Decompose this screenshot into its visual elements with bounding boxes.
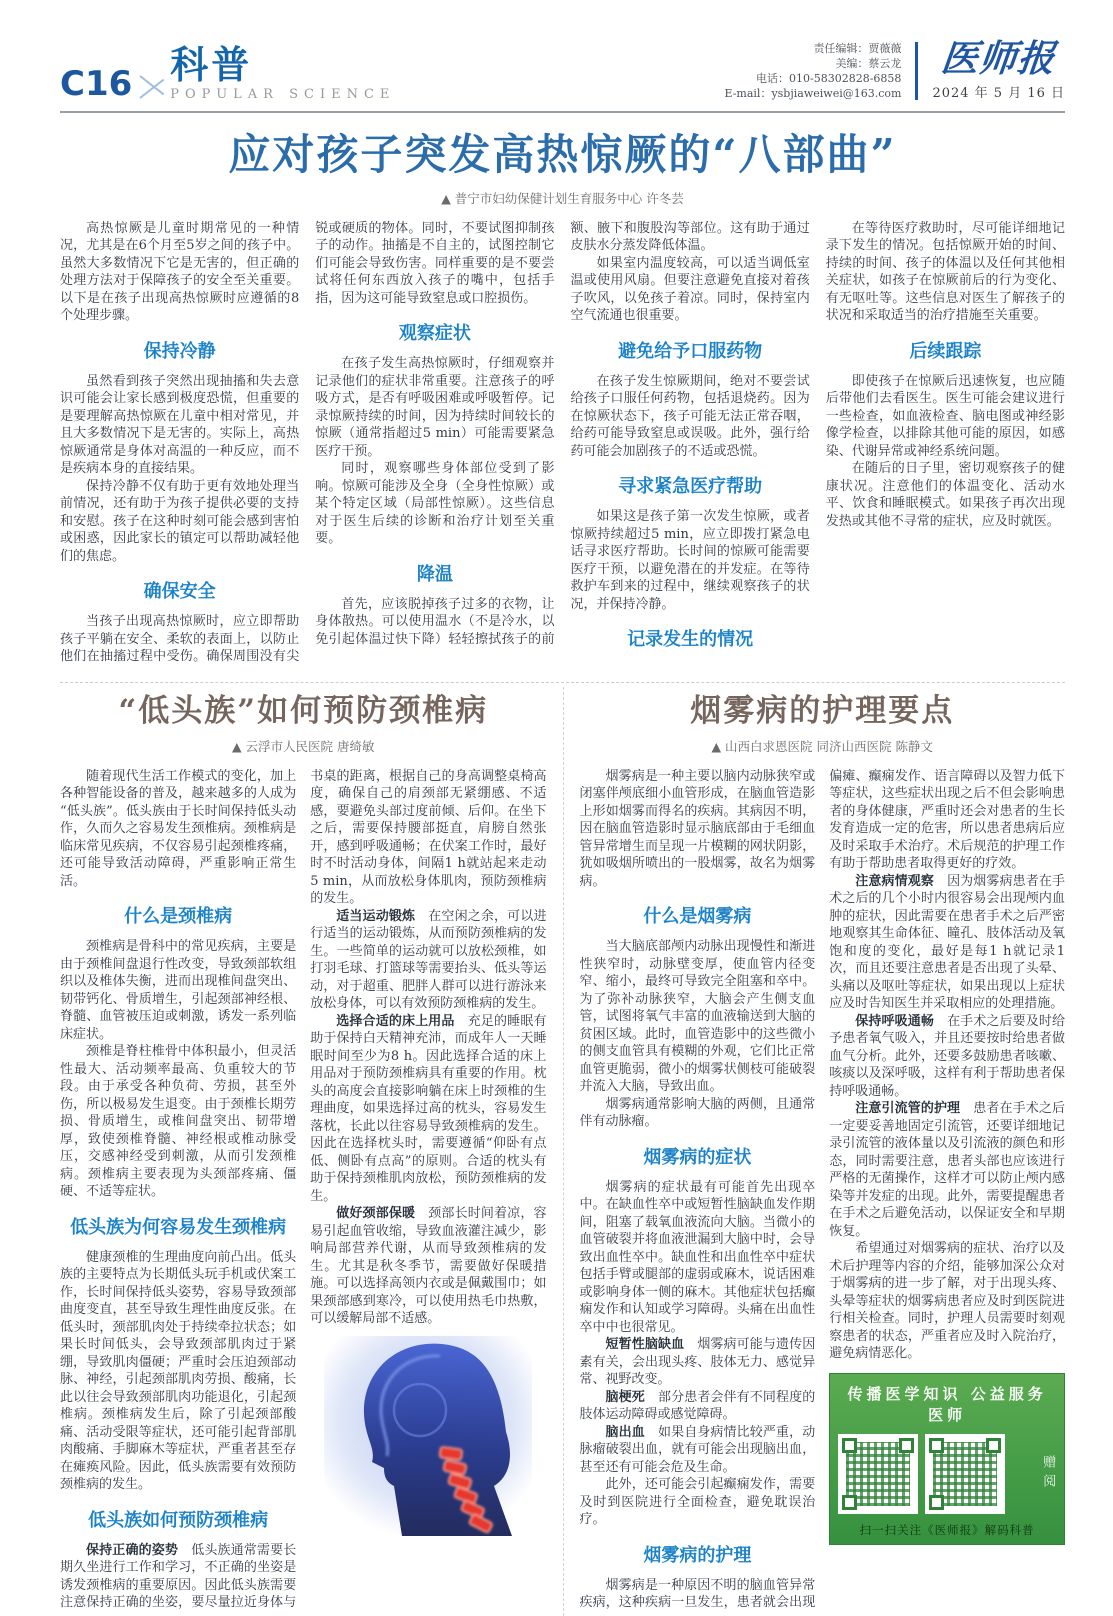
paragraph: 脑梗死 部分患者会伴有不同程度的肢体运动障碍或感觉障碍。 [579,1389,816,1423]
qr-finder [929,1495,944,1510]
paragraph: 脑出血 如果自身病情比较严重，动脉瘤破裂出血，就有可能会出现脑出血，甚至还有可能会危及生命。 [579,1424,816,1475]
article-title: 烟雾病的护理要点 [690,692,955,729]
section-heading: 什么是烟雾病 [643,906,752,928]
section-heading: 寻求紧急医疗帮助 [618,476,763,497]
paragraph-lead: 保持呼吸通畅 [855,1013,934,1029]
section-heading: 烟雾病的护理 [643,1544,752,1566]
paragraph: 烟雾病是一种原因不明的脑血管异常疾病，这种疾病一旦发生，患者就会出现偏瘫、癫痫发作、语言障碍以及智力低下等症状，这些症状出现之后不但会影响患者的身体健康，严重时还会对患者的生长发育造成一定的危害，所以患者患病后应及时采取手术治疗。术后规范的护理工作有助于帮助患者取得更好的疗效。 [579,768,1065,1611]
cervical-spine-image [324,1336,532,1540]
section-heading: 低头族为何容易发生颈椎病 [70,1216,287,1238]
brand-block [932,36,1065,101]
editor-line: 责任编辑：贾薇薇 [813,41,902,55]
section-heading: 低头族如何预防颈椎病 [88,1509,269,1531]
cervical-spine-xray [324,1336,532,1536]
paragraph: 保持冷静不仅有助于更有效地处理当前情况，还有助于为孩子提供必要的支持和安慰。孩子在这种时刻可能会感到害怕或困惑，因此家长的镇定可以帮助减轻他们的焦虑。 [60,478,300,564]
section-name [170,43,396,102]
paragraph: 健康颈椎的生理曲度向前凸出。低头族的主要特点为长期低头玩手机或伏案工作，长时间保持低头姿势，容易导致颈部曲度变直，甚至导致生理性曲度反张。在低头时，颈部肌肉处于持续牵拉状态；如果长时间低头，会导致颈部肌肉过于紧绷，导致肌肉僵硬；严重时会压迫颈部动脉、神经，引起颈部肌肉劳损、酸痛，长此以往会导致颈部肌肉功能退化，引起颈椎病。颈椎病发生后，除了引起颈部酸痛、活动受限等症状，还可能引起背部肌肉酸痛、手脚麻木等症状，严重者甚至存在瘫痪风险。因此，低头族需要有效预防颈椎病的发生。 [60,1249,297,1493]
qr-code [925,1434,1005,1514]
paragraph: 同时，观察哪些身体部位受到了影响。惊厥可能涉及全身（全身性惊厥）或某个特定区域（局部性惊厥）。这些信息对于医生后续的诊断和治疗计划至关重要。 [315,461,555,546]
page-code: C16 [60,64,133,104]
qr-code [838,1434,918,1514]
article-cervical-spondylosis [60,687,563,1616]
paragraph-lead: 选择合适的床上用品 [336,1013,455,1029]
section-plate [60,43,396,104]
qr-finder [899,1438,914,1453]
section-heading: 后续跟踪 [909,340,982,362]
paragraph: 烟雾病的症状最有可能首先出现卒中。在缺血性卒中或短暂性脑缺血发作期间，阻塞了载氧血液流向大脑。当微小的血管破裂并将血液泄漏到大脑中时，会导致出血性卒中。缺血性和出血性卒中症状包括手臂或腿部的虚弱或麻木，说话困难或影响身体一侧的麻木。其他症状包括癫痫发作和认知或学习障碍。头痛在出血性卒中中也很常见。 [579,1179,816,1335]
paragraph: 如果室内温度较高，可以适当调低室温或使用风扇。但要注意避免直接对着孩子吹风，以免孩子着凉。同时，保持室内空气流通也很重要。 [570,255,810,323]
byline: ▲ 山西白求恩医院 同济山西医院 陈静文 [711,738,934,754]
article-body [580,768,1066,1616]
section-heading: 保持冷静 [143,340,216,362]
paragraph: 注意引流管的护理 患者在手术之后一定要妥善地固定引流管，还要详细地记录引流管的液体量以及引流液的颜色和形态，同时需要注意，患者头部也应该进行严格的无菌操作，这样才可以防止颅内感染等并发症的出现。此外，需要提醒患者在手术之后避免活动，以保证安全和早期恢复。 [829,1101,1065,1239]
contact-block [724,41,901,101]
paragraph: 在孩子发生高热惊厥时，仔细观察并记录他们的症状非常重要。注意孩子的呼吸方式，是否有呼吸困难或呼吸暂停。记录惊厥持续的时间，因为持续时间较长的惊厥（通常指超过5 min）可能需要紧急医疗干预。 [315,356,555,459]
section-name-en: POPULAR SCIENCE [170,87,396,102]
paragraph-lead: 适当运动锻炼 [336,908,416,924]
paragraph: 虽然看到孩子突然出现抽搐和失去意识可能会让家长感到极度恐慌，但重要的是要理解高热惊厥在儿童中相对常见，并且大多数情况下是无害的。实际上，高热惊厥通常是身体对高温的一种反应，而不是疾病本身的直接结果。 [60,373,300,476]
paragraph: 注意病情观察 因为烟雾病患者在手术之后的几个小时内很容易会出现颅内血肿的症状，因此需要在患者手术之后严密地观察其生命体征、瞳孔、肢体活动及氧饱和度的变化，最好是每1 h就记录1次，而且还要注意患者是否出现了头晕、头痛以及呕吐等症状，如果出现以上症状应及时告知医生并采取相应的处理措施。 [829,873,1065,1012]
article-moyamoya [563,687,1066,1616]
section-heading: 记录发生的情况 [627,629,754,650]
header-rule [60,111,1065,113]
section-heading: 避免给予口服药物 [618,340,763,362]
paragraph: 保持呼吸通畅 在手术之后要及时给予患者氧气吸入，并且还要按时给患者做血气分析。此外，还要多鼓励患者咳嗽、咳痰以及深呼吸，这样有利于帮助患者保持呼吸通畅。 [829,1013,1065,1099]
phone-line: 电话：010-58302828-6858 [756,71,902,85]
byline: ▲ 普宁市妇幼保健计划生育服务中心 许冬芸 [441,190,684,206]
paragraph: 高热惊厥是儿童时期常见的一种情况，尤其是在6个月至5岁之间的孩子中。虽然大多数情况下它是无害的，但正确的处理方法对于保障孩子的安全至关重要。以下是在孩子出现高热惊厥时应遵循的8个处理步骤。 [60,220,300,323]
paragraph: 当孩子出现高热惊厥时，应立即帮助孩子平躺在安全、柔软的表面上，以防止他们在抽搐过程中受伤。确保周围没有尖锐或硬质的物体。同时，不要试图抑制孩子的动作。抽搐是不自主的，试图控制它们可能会导致伤害。同样重要的是不要尝试将任何东西放入孩子的嘴中，包括手指，因为这可能导致窒息或口腔损伤。 [60,220,555,664]
paragraph: 短暂性脑缺血 烟雾病可能与遗传因素有关，会出现头疼、肢体无力、感觉异常、视野改变。 [579,1337,816,1388]
section-heading: 降温 [416,563,453,585]
section-heading: 烟雾病的症状 [643,1146,752,1168]
paragraph-lead: 保持正确的姿势 [86,1542,179,1558]
section-heading: 观察症状 [398,323,471,344]
paragraph-lead: 注意引流管的护理 [855,1101,961,1117]
header-divider [915,42,918,100]
paragraph-lead: 脑出血 [605,1424,645,1440]
paragraph: 即使孩子在惊厥后迅速恢复，也应随后带他们去看医生。医生可能会建议进行一些检查，如血液检查、脑电图或神经影像学检查，以排除其他可能的原因，如感染、代谢异常或神经系统问题。 [825,373,1065,459]
email-line: E-mail：ysbjiaweiwei@163.com [724,86,902,100]
section-separator [60,682,1065,683]
paragraph: 烟雾病是一种主要以脑内动脉狭窄或闭塞伴颅底细小血管形成，在脑血管造影上形如烟雾而得名的疾病。其病因不明，因在脑血管造影时显示脑底部由于毛细血管异常增生而呈现一片模糊的网状阴影，犹如吸烟所喷出的一股烟雾，故名为烟雾病。 [579,768,816,889]
paragraph: 如果这是孩子第一次发生惊厥，或者惊厥持续超过5 min，应立即拨打紧急电话寻求医疗帮助。长时间的惊厥可能需要医疗干预，以避免潜在的并发症。在等待救护车到来的过程中，继续观察孩子的状况，并保持冷静。 [570,509,810,612]
paragraph: 做好颈部保暖 颈部长时间着凉，容易引起血管收缩，导致血液灌注减少，影响局部营养代谢，从而导致颈椎病的发生。尤其是秋冬季节，需要做好保暖措施。可以选择高领内衣或是佩戴围巾；如果颈部感到寒冷，可以使用热毛巾热敷，可以缓解局部不适感。 [310,1206,547,1327]
paragraph: 在孩子发生惊厥期间，绝对不要尝试给孩子口服任何药物，包括退烧药。因为在惊厥状态下，孩子可能无法正常吞咽，给药可能导致窒息或误吸。此外，强行给药可能会加剧孩子的不适或恐慌。 [570,373,810,459]
designer-line: 美编：蔡云龙 [835,56,902,70]
promo-footer: 扫一扫关注《医师报》解码科普 [859,1522,1035,1537]
section-heading: 确保安全 [143,581,216,602]
paragraph: 选择合适的床上用品 充足的睡眠有助于保持白天精神充沛，而成年人一天睡眠时间至少为8 h。因此选择合适的床上用品对于预防颈椎病具有重要的作用。枕头的高度会直接影响躺在床上时颈椎的生理曲度，如果选择过高的枕头，容易发生落枕，长此以往容易导致颈椎病的发生。因此在选择枕头时，需要遵循“仰卧有点低、侧卧有点高”的原则。合适的枕头有助于保持颈椎肌肉放松，预防颈椎病的发生。 [310,1013,547,1204]
section-name-cn: 科普 [170,43,253,87]
paragraph: 希望通过对烟雾病的症状、治疗以及术后护理等内容的介绍，能够加深公众对于烟雾病的进一步了解，对于出现头疼、头晕等症状的烟雾病患者应及时到医院进行相关检查。同时，护理人员需要时刻观察患者的状态，严重者应及时入院治疗，避免病情恶化。 [829,1241,1065,1362]
paragraph-lead: 注意病情观察 [855,873,934,889]
bottom-band [60,687,1065,1616]
article-title: “低头族”如何预防颈椎病 [118,692,489,729]
qr-finder [929,1438,944,1453]
promo-box [829,1373,1065,1545]
article-body [60,768,547,1616]
chevron-icon [138,67,164,101]
paragraph-lead: 短暂性脑缺血 [605,1337,685,1353]
qr-finder [986,1438,1001,1453]
promo-body [838,1432,1056,1516]
article-febrile-seizure [60,129,1065,670]
byline: ▲ 云浮市人民医院 唐绮敏 [231,738,375,754]
paragraph: 颈椎病是骨科中的常见疾病，主要是由于颈椎间盘退行性改变，导致颈部软组织以及椎体失衡，进而出现椎间盘突出、韧带钙化、骨质增生，引起颈部神经根、脊髓、血管被压迫或刺激，诱发一系列临床症状。 [60,939,297,1042]
paragraph: 此外，还可能会引起癫痫发作，需要及时到医院进行全面检查，避免耽误治疗。 [579,1477,816,1528]
paragraph: 适当运动锻炼 在空闲之余，可以进行适当的运动锻炼，从而预防颈椎病的发生。一些简单的运动就可以放松颈椎，如打羽毛球、打篮球等需要抬头、低头等运动，对于超重、肥胖人群可以进行游泳来放松身体，可以有效预防颈椎病的发生。 [310,908,547,1012]
page-header [60,36,1065,104]
article-body [60,220,1065,670]
paragraph-lead: 做好颈部保暖 [336,1206,416,1222]
article-title: 应对孩子突发高热惊厥的“八部曲” [228,130,897,179]
masthead-right [724,36,1065,101]
paragraph: 在随后的日子里，密切观察孩子的健康状况。注意他们的体温变化、活动水平、饮食和睡眠模式。如果孩子再次出现发热或其他不寻常的症状，应及时就医。 [825,461,1065,529]
promo-side-label: 赠阅 [1040,1454,1056,1493]
qr-finder [842,1438,857,1453]
qr-finder [842,1495,857,1510]
promo-header: 传播医学知识 公益服务医师 [847,1384,1047,1424]
paragraph: 颈椎是脊柱椎骨中体积最小，但灵活性最大、活动频率最高、负重较大的节段。由于承受各种负荷、劳损，甚至外伤，所以极易发生退变。由于颈椎长期劳损、骨质增生，或椎间盘突出、韧带增厚，致使颈椎脊髓、神经根或椎动脉受压，交感神经受到刺激，从而引发颈椎病。颈椎病主要表现为头颈部疼痛、僵硬、不适等症状。 [60,1044,297,1200]
paragraph: 随着现代生活工作模式的变化，加上各种智能设备的普及，越来越多的人成为“低头族”。低头族由于长时间保持低头动作，久而久之容易发生颈椎病。颈椎病是临床常见疾病，不仅容易引起颈椎疼痛，还可能导致活动障碍，严重影响正常生活。 [60,768,297,889]
section-heading: 什么是颈椎病 [124,906,233,928]
paragraph: 在等待医疗救助时，尽可能详细地记录下发生的情况。包括惊厥开始的时间、持续的时间、孩子的体温以及任何其他相关症状，如孩子在惊厥前后的行为变化、有无呕吐等。这些信息对医生了解孩子的状况和采取适当的治疗措施至关重要。 [825,220,1065,323]
issue-date: 2024 年 5 月 16 日 [932,86,1065,101]
paragraph: 当大脑底部颅内动脉出现慢性和渐进性狭窄时，动脉壁变厚，使血管内径变窄、缩小，最终可导致完全阻塞和卒中。为了弥补动脉狭窄，大脑会产生侧支血管，试图将氧气丰富的血液输送到大脑的贫困区域。此时，血管造影中的这些微小的侧支血管具有模糊的外观，它们比正常血管更脆弱，微小的烟雾状侧枝可能破裂并流入大脑，导致出血。 [579,939,816,1095]
paragraph-lead: 脑梗死 [605,1389,645,1405]
paragraph: 烟雾病通常影响大脑的两侧，且通常伴有动脉瘤。 [579,1096,816,1130]
newspaper-logo: 医师报 [939,36,1059,80]
paragraph: 保持正确的姿势 低头族通常需要长期久坐进行工作和学习，不正确的坐姿是诱发颈椎病的重要原因。因此低头族需要注意保持正确的坐姿，要尽量拉近身体与书桌的距离，根据自己的身高调整桌椅高度，确保自己的肩颈部无紧绷感、不适感，要避免头部过度前倾、后仰。在坐下之后，需要保持腰部挺直，肩膀自然张开，感到呼吸通畅；在伏案工作时，最好时不时活动身体，间隔1 h就站起来走动5 min，从而放松身体肌肉，预防颈椎病的发生。 [60,768,547,1611]
paragraph: 首先，应该脱掉孩子过多的衣物，让身体散热。可以使用温水（不是冷水，以免引起体温过快下降）轻轻擦拭孩子的前额、腋下和腹股沟等部位。这有助于通过皮肤水分蒸发降低体温。 [315,220,810,647]
